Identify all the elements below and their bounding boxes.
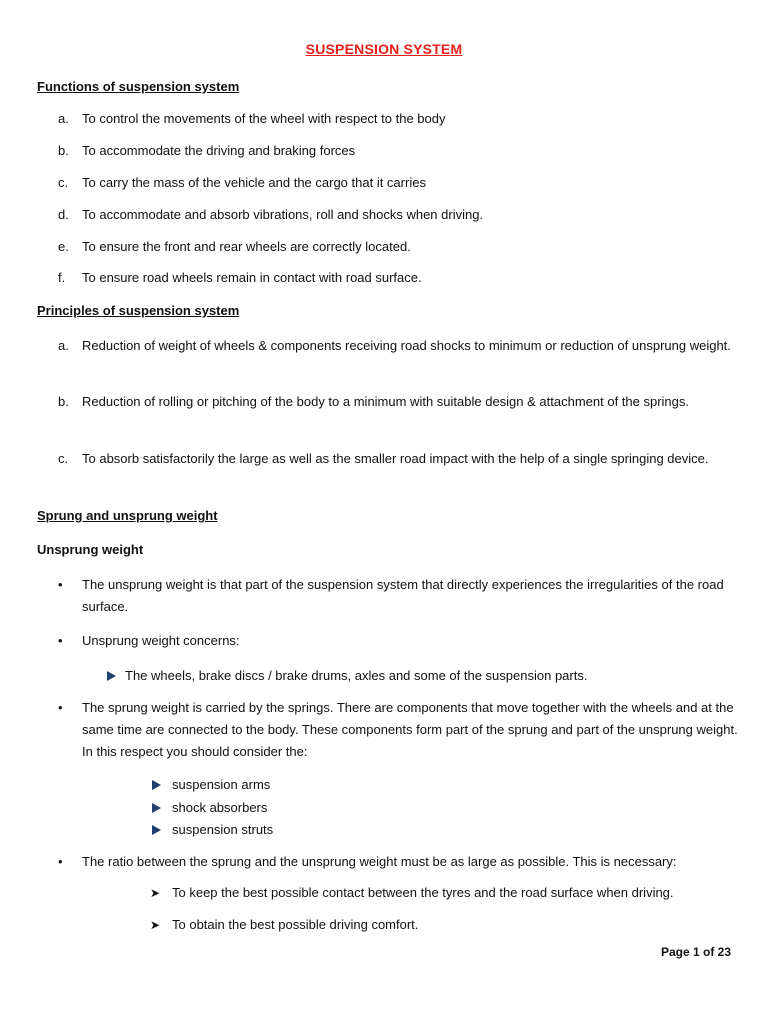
list-marker: e. xyxy=(58,239,69,254)
list-item xyxy=(58,108,738,130)
sub-bullet-item xyxy=(107,665,707,687)
list-item-text: To ensure road wheels remain in contact with road surface. xyxy=(82,270,422,285)
list-item-text: Reduction of rolling or pitching of the body to a minimum with suitable design & attachment of the springs. xyxy=(82,394,689,409)
arrow-bullet-text: To keep the best possible contact between the tyres and the road surface when driving. xyxy=(172,885,674,900)
list-item xyxy=(58,204,738,226)
list-item-text: To accommodate and absorb vibrations, roll and shocks when driving. xyxy=(82,207,484,222)
sprung-heading: Sprung and unsprung weight xyxy=(37,508,218,523)
sub-bullet-item xyxy=(152,774,752,796)
list-marker: b. xyxy=(58,143,69,158)
sub-bullet-item xyxy=(152,819,752,841)
arrow-bullet-text: To obtain the best possible driving comfort. xyxy=(172,917,419,932)
arrowhead-icon: ➤ xyxy=(150,886,161,900)
unsprung-subheading: Unsprung weight xyxy=(37,542,144,557)
bullet-text: The sprung weight is carried by the springs. There are components that move together with the wheels and at the same time are connected to the body. These components form part of the sprung and part of the unsprung weight. In this respect you should consider the: xyxy=(82,700,738,759)
play-triangle-icon xyxy=(107,671,116,681)
sub-bullet-text: suspension struts xyxy=(172,822,274,837)
document-title: SUSPENSION SYSTEM xyxy=(305,41,463,57)
list-item-text: To carry the mass of the vehicle and the cargo that it carries xyxy=(82,175,426,190)
arrow-bullet-item xyxy=(150,914,750,936)
list-item-text: To ensure the front and rear wheels are correctly located. xyxy=(82,239,411,254)
page-number: Page 1 of 23 xyxy=(660,945,731,959)
list-item-text: To control the movements of the wheel with respect to the body xyxy=(82,111,446,126)
list-item xyxy=(58,391,738,413)
bullet-marker: • xyxy=(58,633,63,648)
bullet-item xyxy=(58,630,738,652)
sub-bullet-text: The wheels, brake discs / brake drums, axles and some of the suspension parts. xyxy=(125,668,588,683)
list-item xyxy=(58,172,738,194)
list-item xyxy=(58,236,738,258)
list-marker: f. xyxy=(58,270,66,285)
list-item xyxy=(58,335,738,357)
bullet-text: Unsprung weight concerns: xyxy=(82,633,240,648)
list-marker: c. xyxy=(58,175,69,190)
arrowhead-icon: ➤ xyxy=(150,918,161,932)
bullet-text: The unsprung weight is that part of the suspension system that directly experiences the irregularities of the road surface. xyxy=(82,577,724,614)
play-triangle-icon xyxy=(152,803,161,813)
list-marker: b. xyxy=(58,394,69,409)
arrow-bullet-item xyxy=(150,882,750,904)
bullet-item xyxy=(58,574,738,618)
list-item-text: To accommodate the driving and braking forces xyxy=(82,143,356,158)
list-item xyxy=(58,140,738,162)
functions-heading: Functions of suspension system xyxy=(37,79,240,94)
list-marker: d. xyxy=(58,207,69,222)
bullet-marker: • xyxy=(58,854,63,869)
list-item xyxy=(58,448,738,470)
bullet-marker: • xyxy=(58,577,63,592)
list-item-text: To absorb satisfactorily the large as well as the smaller road impact with the help of a single springing device. xyxy=(82,451,709,466)
bullet-text: The ratio between the sprung and the unsprung weight must be as large as possible. This is necessary: xyxy=(82,854,677,869)
principles-heading: Principles of suspension system xyxy=(37,303,240,318)
list-item xyxy=(58,267,738,289)
bullet-item xyxy=(58,697,738,763)
list-marker: a. xyxy=(58,111,69,126)
sub-bullet-text: shock absorbers xyxy=(172,800,268,815)
play-triangle-icon xyxy=(152,780,161,790)
bullet-marker: • xyxy=(58,700,63,715)
list-marker: c. xyxy=(58,451,69,466)
sub-bullet-item xyxy=(152,797,752,819)
sub-bullet-text: suspension arms xyxy=(172,777,271,792)
list-marker: a. xyxy=(58,338,69,353)
play-triangle-icon xyxy=(152,825,161,835)
bullet-item xyxy=(58,851,738,873)
list-item-text: Reduction of weight of wheels & components receiving road shocks to minimum or reduction of unsprung weight. xyxy=(82,338,731,353)
